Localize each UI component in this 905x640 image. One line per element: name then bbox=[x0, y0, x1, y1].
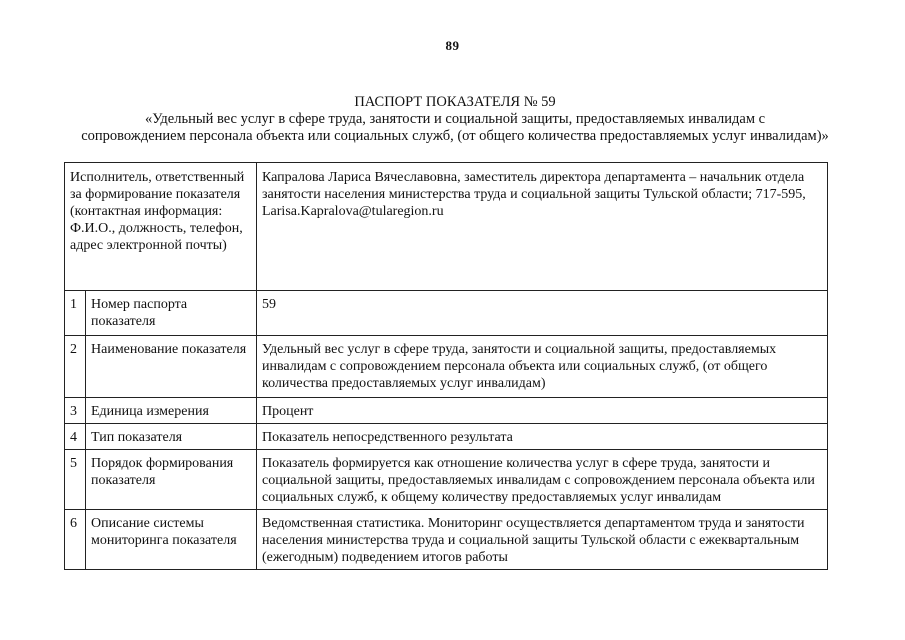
row-number: 1 bbox=[65, 291, 86, 336]
passport-table bbox=[64, 162, 828, 570]
table-row bbox=[65, 398, 828, 424]
table-row bbox=[65, 450, 828, 510]
table-row-executor bbox=[65, 163, 828, 291]
row-value: Процент bbox=[257, 398, 828, 424]
row-label: Наименование показателя bbox=[86, 336, 257, 398]
row-label: Тип показателя bbox=[86, 424, 257, 450]
subtitle-line-2: сопровождением персонала объекта или социальных служб, (от общего количества предоставляемых услуг инвалидам)» bbox=[81, 128, 829, 144]
row-number: 5 bbox=[65, 450, 86, 510]
row-label: Единица измерения bbox=[86, 398, 257, 424]
row-value: Показатель формируется как отношение количества услуг в сфере труда, занятости и социальной защиты, предоставляемых инвалидам с сопровождением персонала объекта или социальных служб, к общему количеству предоставляемых услуг инвалидам bbox=[257, 450, 828, 510]
row-number: 2 bbox=[65, 336, 86, 398]
row-number: 6 bbox=[65, 510, 86, 570]
row-number: 4 bbox=[65, 424, 86, 450]
executor-label: Исполнитель, ответственный за формирование показателя (контактная информация: Ф.И.О., должность, телефон, адрес электронной почты) bbox=[65, 163, 257, 291]
row-value: Показатель непосредственного результата bbox=[257, 424, 828, 450]
row-number: 3 bbox=[65, 398, 86, 424]
row-label: Номер паспорта показателя bbox=[86, 291, 257, 336]
table-row bbox=[65, 336, 828, 398]
document-title-block bbox=[40, 94, 870, 145]
row-value: Ведомственная статистика. Мониторинг осуществляется департаментом труда и занятости населения министерства труда и социальной защиты Тульской области с ежеквартальным (ежегодным) подведением итогов работы bbox=[257, 510, 828, 570]
subtitle-line-1: «Удельный вес услуг в сфере труда, занятости и социальной защиты, предоставляемых инвалидам с bbox=[144, 111, 766, 127]
table-row bbox=[65, 424, 828, 450]
row-value: 59 bbox=[257, 291, 828, 336]
row-label: Порядок формирования показателя bbox=[86, 450, 257, 510]
row-label: Описание системы мониторинга показателя bbox=[86, 510, 257, 570]
table-row bbox=[65, 291, 828, 336]
executor-value: Капралова Лариса Вячеславовна, заместитель директора департамента – начальник отдела занятости населения министерства труда и социальной защиты Тульской области; 717-595, Larisa.Kapralova@tularegion.ru bbox=[257, 163, 828, 291]
document-title: ПАСПОРТ ПОКАЗАТЕЛЯ № 59 bbox=[354, 94, 556, 110]
table-row bbox=[65, 510, 828, 570]
page-number: 89 bbox=[445, 38, 460, 53]
row-value: Удельный вес услуг в сфере труда, занятости и социальной защиты, предоставляемых инвалидам с сопровождением персонала объекта или социальных служб, (от общего количества предоставляемых услуг инвалидам) bbox=[257, 336, 828, 398]
